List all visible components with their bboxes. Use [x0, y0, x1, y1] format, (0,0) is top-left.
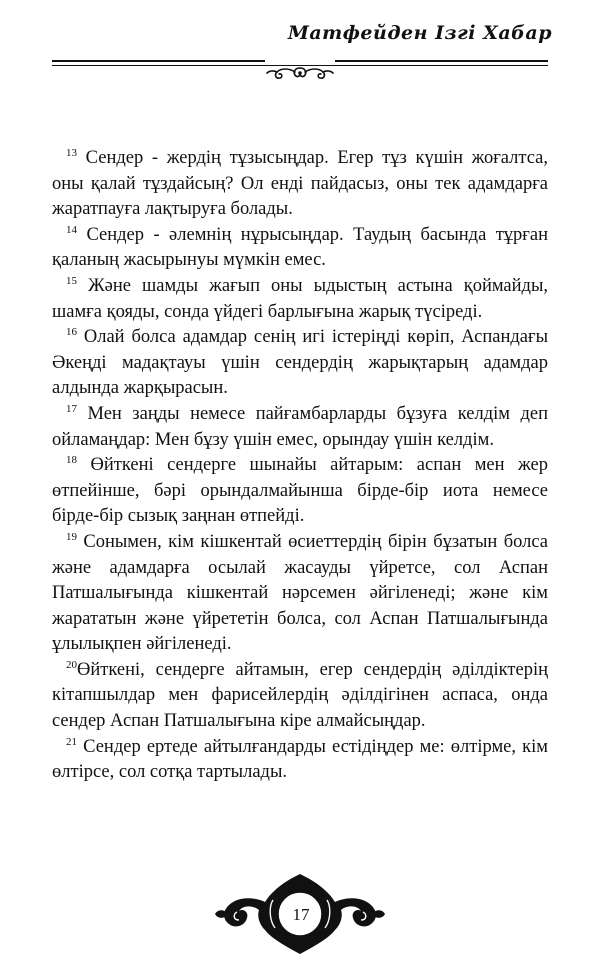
verse-number: 14 — [66, 223, 77, 236]
verse-list — [52, 146, 548, 786]
verse-text: Сендер ертеде айтылғандарды естідіңдер ме: өлтірме, кім өлтірсе, сол сотқа тартылады. — [52, 736, 548, 783]
running-title: Матфейден Ізгі Хабар — [287, 22, 552, 44]
verse-16 — [52, 325, 548, 402]
verse-number: 19 — [66, 530, 77, 543]
verse-20 — [52, 658, 548, 735]
verse-number: 13 — [66, 146, 77, 159]
verse-text: Сендер - жердің тұзысыңдар. Егер тұз күшін жоғалтса, оны қалай тұздайсың? Ол енді пайдасыз, оны тек адамдарға жаратпауға лақтыруға болады. — [52, 148, 548, 220]
verse-number: 15 — [66, 274, 77, 287]
verse-number: 16 — [66, 326, 77, 338]
verse-number: 21 — [66, 735, 77, 748]
verse-text: Өйткені сендерге шынайы айтарым: аспан мен жер өтпейінше, бәрі орындалмайынша бірде-бір иота немесе бірде-бір сызық заңнан өтпейді. — [52, 455, 548, 527]
verse-21 — [52, 735, 548, 786]
verse-text: Олай болса адамдар сенің игі істеріңді көріп, Аспандағы Әкеңді мадақтауы үшін сендердің жарықтарың адамдар алдында жарқырасын. — [52, 327, 549, 399]
verse-text: Мен заңды немесе пайғамбарларды бұзуға келдім деп ойламаңдар: Мен бұзу үшін емес, орындау үшін келдім. — [52, 403, 549, 450]
verse-number: 18 — [66, 453, 77, 466]
verse-number: 17 — [66, 402, 77, 415]
verse-19 — [52, 530, 548, 658]
verse-text: Сонымен, кім кішкентай өсиеттердің бірін бұзатын болса және адамдарға осылай жасауды үйретсе, сол Аспан Патшалығында кішкентай нәрсемен әйгіленеді; және кім жарататын және үйрететін болса, сол Аспан Патшалығында ұлылықпен әйгіленеді. — [52, 531, 548, 655]
page-number: 17 — [292, 905, 310, 924]
verse-text: Өйткені, сендерге айтамын, егер сендердің әділдіктерің кітапшылдар мен фарисейлердің әділдігінен аспаса, онда сендер Аспан Патшалығына кіре алмайсыңдар. — [52, 659, 548, 732]
verse-text: Және шамды жағып оны ыдыстың астына қоймайды, шамға қояды, сонда үйдегі барлығына жарық түсіреді. — [52, 275, 549, 322]
verse-14 — [52, 223, 548, 274]
verse-text: Сендер - әлемнің нұрысыңдар. Таудың басында тұрған қаланың жасырынуы мүмкін емес. — [52, 224, 549, 271]
verse-18 — [52, 453, 548, 530]
verse-13 — [52, 146, 548, 223]
header-ornament-icon — [265, 60, 335, 84]
page-header — [48, 22, 552, 44]
verse-17 — [52, 402, 548, 453]
verse-number: 20 — [66, 658, 77, 671]
verse-15 — [52, 274, 548, 325]
